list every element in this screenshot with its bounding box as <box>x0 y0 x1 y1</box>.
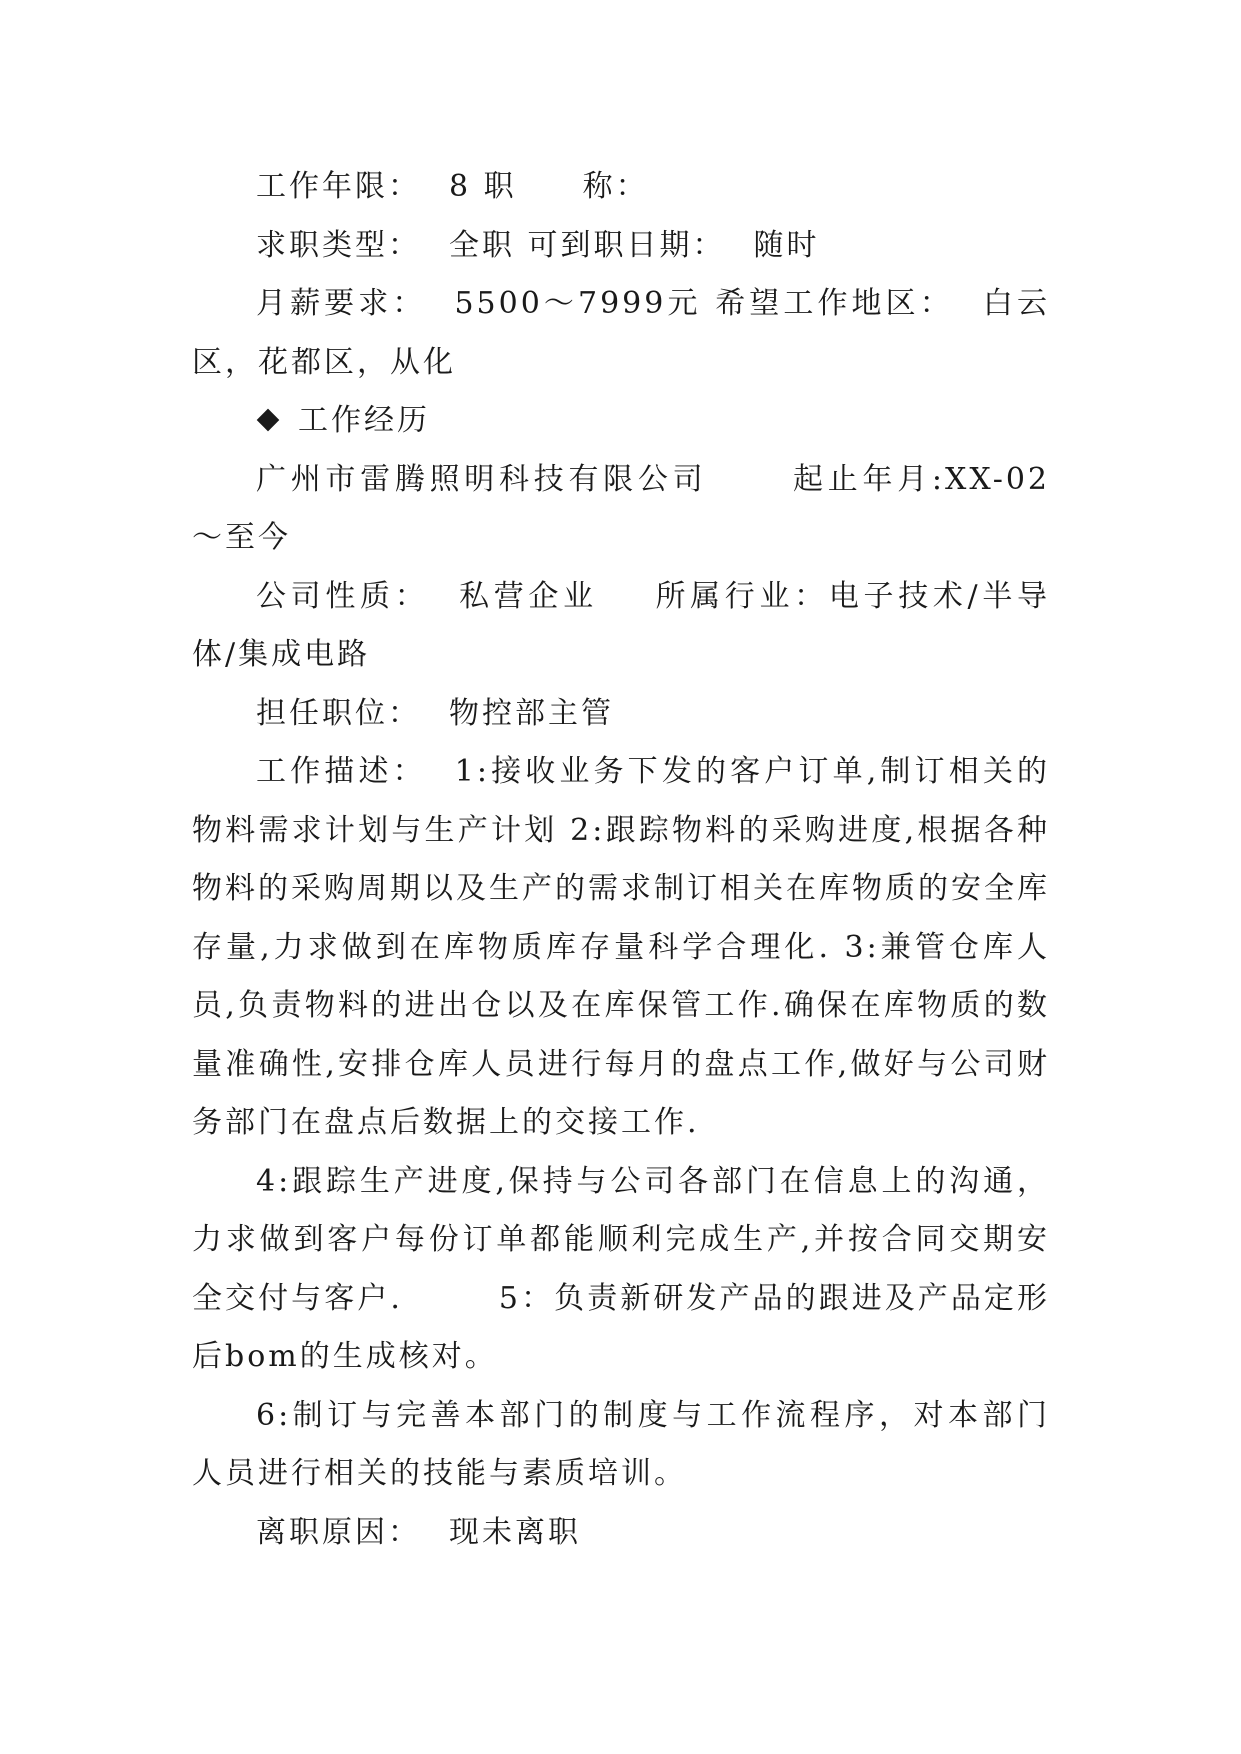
description-text-2a: 4:跟踪生产进度,保持与公司各部门在信息上的沟通，力求做到客户每份订单都能顺利完成生产,并按合同交期安全交付与客户. <box>192 1163 1050 1316</box>
position-label: 担任职位： <box>256 695 421 731</box>
description-paragraph-3 <box>192 1387 1050 1504</box>
available-label: 可到职日期： <box>527 227 726 263</box>
industry-value: 电子技术/半导体/集成电路 <box>192 578 1051 672</box>
resume-content <box>192 158 1050 1562</box>
company-nature-line <box>192 568 1050 685</box>
salary-value: 5500～7999元 <box>454 286 702 321</box>
job-type-label: 求职类型： <box>256 227 421 263</box>
industry-label: 所属行业： <box>653 578 829 614</box>
leave-reason-line <box>192 1504 1050 1563</box>
title-label: 职 称： <box>483 169 649 204</box>
nature-value: 私营企业 <box>457 578 598 614</box>
company-line <box>192 451 1050 568</box>
work-years-line <box>192 158 1050 217</box>
position-value: 物控部主管 <box>449 695 614 731</box>
nature-label: 公司性质： <box>256 578 430 614</box>
salary-label: 月薪要求： <box>256 286 427 321</box>
description-paragraph-1 <box>192 743 1050 1153</box>
available-value: 随时 <box>753 227 820 263</box>
job-type-line <box>192 217 1050 276</box>
section-title: 工作经历 <box>298 403 430 438</box>
period-value: XX-02 ～至今 <box>192 461 1051 555</box>
description-text-3: 6:制订与完善本部门的制度与工作流程序，对本部门人员进行相关的技能与素质培训。 <box>192 1397 1050 1491</box>
job-type-value: 全职 <box>449 227 515 263</box>
work-years-value: 8 <box>449 169 472 204</box>
period-label: 起止年月: <box>791 461 946 497</box>
leave-label: 离职原因： <box>256 1514 421 1550</box>
company-name: 广州市雷腾照明科技有限公司 <box>256 461 708 497</box>
description-paragraph-2 <box>192 1153 1050 1387</box>
area-label: 希望工作地区： <box>715 286 954 321</box>
description-label: 工作描述： <box>256 754 427 789</box>
description-text-1: 1:接收业务下发的客户订单,制订相关的物料需求计划与生产计划 2:跟踪物料的采购进度,根据各种物料的采购周期以及生产的需求制订相关在库物质的安全库存量,力求做到在库物质库存量科学合理化. 3:兼管仓库人员,负责物料的进出仓以及在库保管工作.确保在库物质的数量准确性,安排仓库人员进行每月的盘点工作,做好与公司财务部门在盘点后数据上的交接工作. <box>192 754 1051 1140</box>
description-text-2b: 5：负责新研发产品的跟进及产品定形后bom的生成核对。 <box>192 1280 1050 1374</box>
salary-line <box>192 275 1050 392</box>
leave-value: 现未离职 <box>449 1514 581 1550</box>
position-line <box>192 685 1050 744</box>
diamond-bullet-icon <box>257 409 280 432</box>
work-years-label: 工作年限： <box>256 169 421 204</box>
area-value: 白云区，花都区，从化 <box>192 286 1051 380</box>
section-heading-experience <box>192 392 1050 451</box>
